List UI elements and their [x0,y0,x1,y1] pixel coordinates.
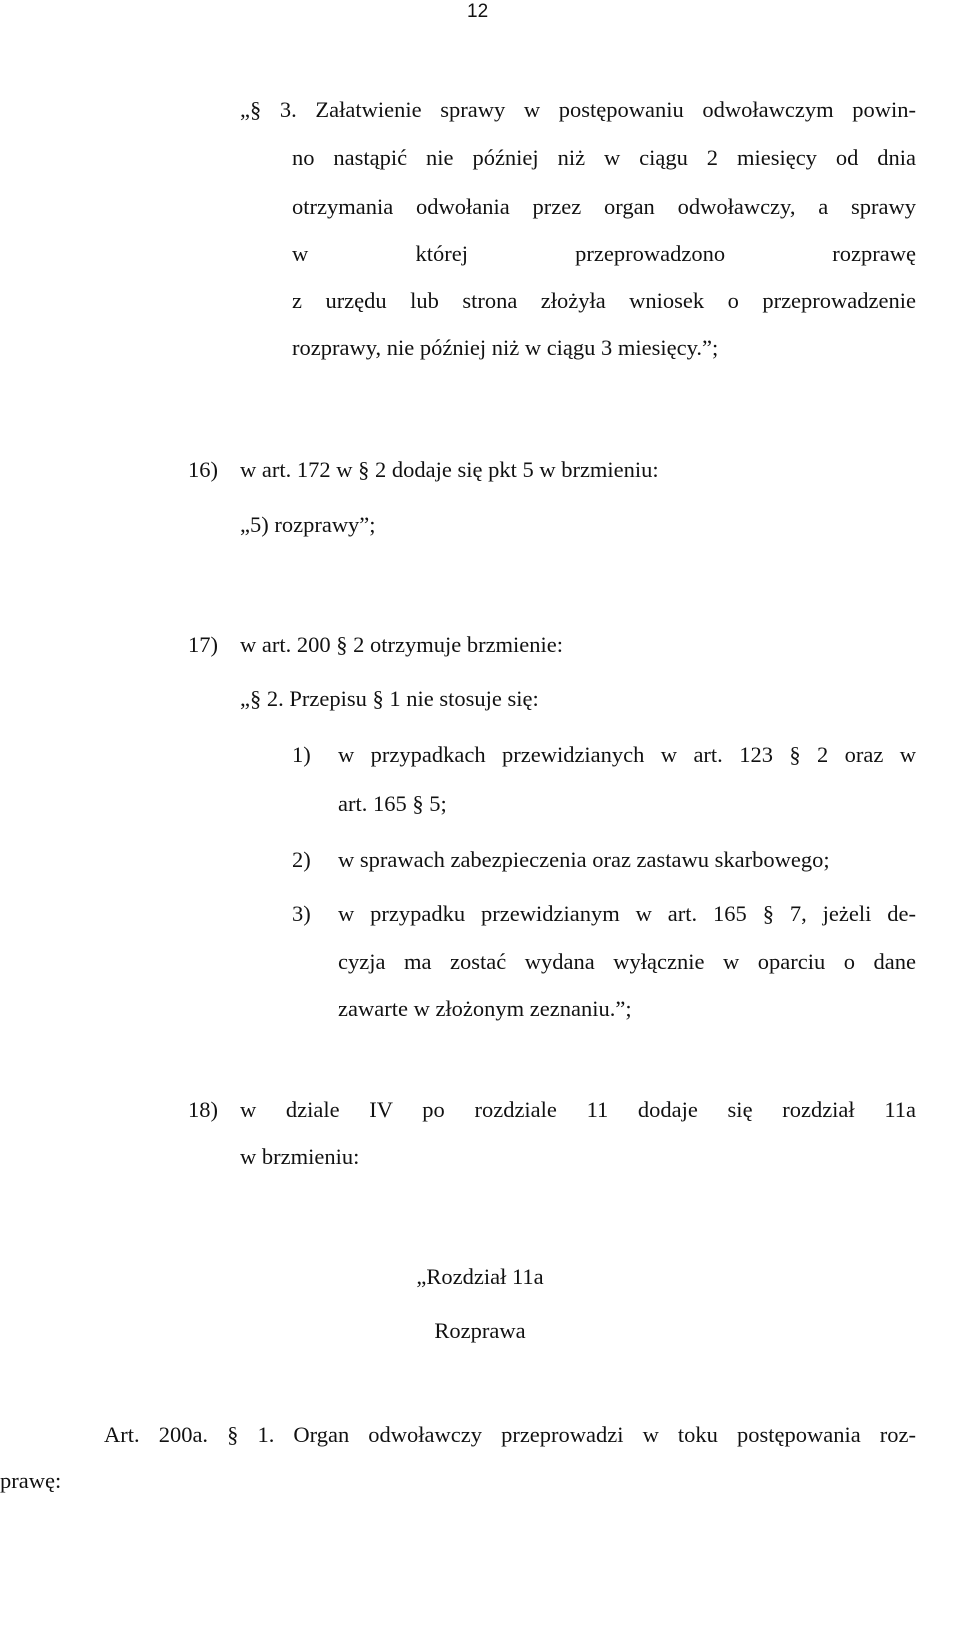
subitem-number: 1) [292,742,311,767]
item-number: 17) [188,632,218,657]
item-number: 18) [188,1097,218,1122]
paragraph-line: z urzędu lub strona złożyła wniosek o przeprowadzenie [292,288,916,313]
item-number: 16) [188,457,218,482]
paragraph-line: otrzymania odwołania przez organ odwoławczy, a sprawy [292,194,916,219]
item-text: w art. 172 w § 2 dodaje się pkt 5 w brzmieniu: [240,457,659,482]
item-line: w brzmieniu: [240,1144,360,1169]
chapter-heading: „Rozdział 11a [416,1264,544,1289]
paragraph-line: no nastąpić nie później niż w ciągu 2 miesięcy od dnia [292,145,916,170]
item-text: w art. 200 § 2 otrzymuje brzmienie: [240,632,564,657]
subitem-number: 2) [292,847,311,872]
paragraph-line: rozprawy, nie później niż w ciągu 3 miesięcy.”; [292,335,719,360]
sub-intro: „§ 2. Przepisu § 1 nie stosuje się: [240,686,539,711]
paragraph-line: w której przeprowadzono rozprawę [292,241,916,266]
quoted-point: „5) rozprawy”; [240,512,376,537]
paragraph-line: „§ 3. Załatwienie sprawy w postępowaniu odwoławczym powin- [240,97,916,122]
item-line: w dziale IV po rozdziale 11 dodaje się rozdział 11a [240,1097,916,1122]
subitem-line: zawarte w złożonym zeznaniu.”; [338,996,632,1021]
article-line: Art. 200a. § 1. Organ odwoławczy przeprowadzi w toku postępowania roz- [104,1422,916,1447]
subitem-line: w przypadkach przewidzianych w art. 123 § 2 oraz w [338,742,916,767]
subitem-line: w przypadku przewidzianym w art. 165 § 7, jeżeli de- [338,901,916,926]
subitem-line: art. 165 § 5; [338,791,447,816]
page-number: 12 [467,1,489,22]
chapter-title: Rozprawa [434,1318,526,1343]
subitem-line: cyzja ma zostać wydana wyłącznie w oparciu o dane [338,949,916,974]
subitem-line: w sprawach zabezpieczenia oraz zastawu skarbowego; [338,847,830,872]
article-line: prawę: [0,1468,62,1493]
subitem-number: 3) [292,901,311,926]
